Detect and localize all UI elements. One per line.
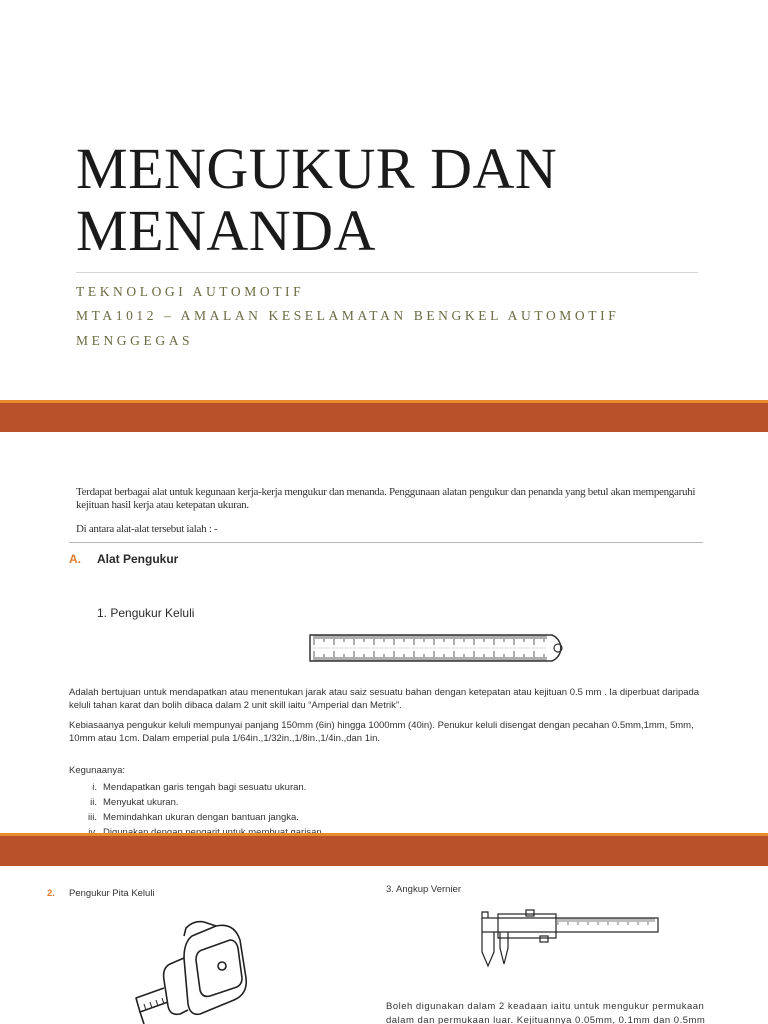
section-divider bbox=[69, 542, 703, 543]
title-line-1: MENGUKUR DAN bbox=[76, 136, 558, 201]
list-item: ii. Menyukat ukuran. bbox=[90, 797, 179, 808]
subtitle-level: MENGGEGAS bbox=[76, 333, 194, 348]
steel-ruler-illustration bbox=[308, 632, 572, 664]
slide-separator-band bbox=[0, 836, 768, 866]
section-a-title: Alat Pengukur bbox=[97, 552, 179, 566]
ruler-specification: Kebiasaanya pengukur keluli mempunyai panjang 150mm (6in) hingga 1000mm (40in). Penukur keluli disengat dengan pecahan 0.5mm,1mm, 5mm, 10mm atau 1cm. Dalam emperial pula 1/64in.,1/32in.,1/8in.,1/4in.,dan 1in. bbox=[69, 720, 694, 744]
uses-label: Kegunaanya: bbox=[69, 765, 125, 776]
section-2-title: Pengukur Pita Keluli bbox=[69, 888, 155, 899]
uses-list bbox=[80, 780, 324, 840]
title-divider bbox=[76, 272, 698, 273]
list-item: iii. Memindahkan ukuran dengan bantuan jangka. bbox=[88, 812, 299, 823]
vernier-caliper-illustration bbox=[474, 908, 660, 968]
tape-measure-illustration bbox=[130, 918, 260, 1024]
item-steel-ruler-title: 1. Pengukur Keluli bbox=[97, 606, 195, 620]
section-a-letter: A. bbox=[69, 552, 81, 566]
intro-list-lead: Di antara alat-alat tersebut ialah : - bbox=[76, 523, 218, 535]
title-line-2: MENANDA bbox=[76, 198, 376, 263]
vernier-description: Boleh digunakan dalam 2 keadaan iaitu untuk mengukur permukaan dalam dan permukaan luar. Kejituannya 0.05mm, 0.1mm dan 0.5mm bbox=[386, 1001, 706, 1024]
list-item: i. Mendapatkan garis tengah bagi sesuatu ukuran. bbox=[92, 782, 307, 793]
page-title bbox=[76, 138, 716, 262]
ruler-description: Adalah bertujuan untuk mendapatkan atau menentukan jarak atau saiz sesuatu bahan dengan ketepatan atau kejituan 0.5 mm . Ia diperbuat daripada keluli tahan karat dan bolih dibaca dalam 2 unit skill iaitu “Amperial dan Metrik”. bbox=[69, 687, 700, 711]
section-2-number: 2. bbox=[47, 888, 55, 899]
subtitle-course: MTA1012 – AMALAN KESELAMATAN BENGKEL AUTOMOTIF bbox=[76, 308, 620, 323]
slide-separator-band bbox=[0, 403, 768, 432]
subtitle-subject: TEKNOLOGI AUTOMOTIF bbox=[76, 284, 305, 299]
section-3-title: 3. Angkup Vernier bbox=[386, 884, 461, 895]
intro-paragraph: Terdapat berbagai alat untuk kegunaan kerja-kerja mengukur dan menanda. Penggunaan alatan pengukur dan penanda yang betul akan mempengaruhi kejituan hasil kerja atau ketepatan ukuran. bbox=[76, 486, 696, 511]
